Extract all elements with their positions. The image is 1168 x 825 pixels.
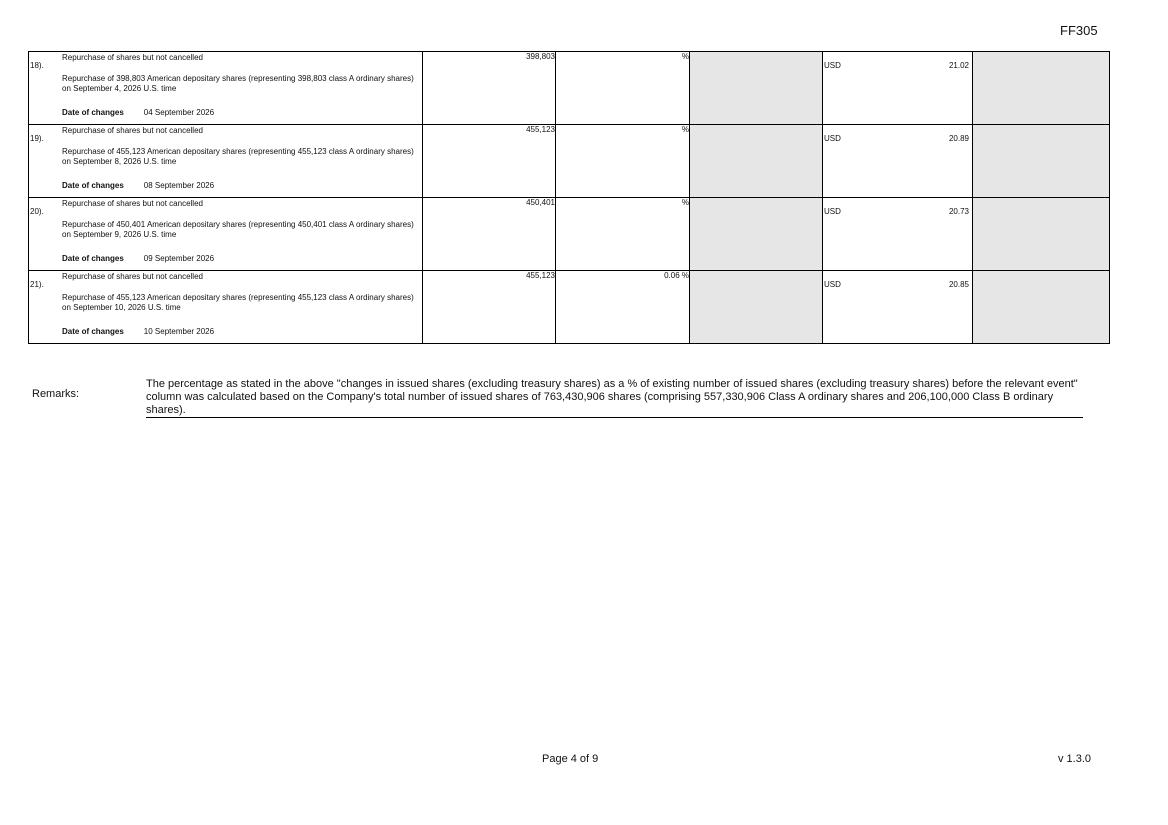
price-value: 20.73 [948, 207, 969, 216]
price-cell [823, 271, 973, 344]
event-description-cell [29, 271, 423, 344]
currency: USD [824, 280, 841, 289]
event-description-cell [29, 125, 423, 198]
event-description-cell [29, 52, 423, 125]
currency: USD [824, 207, 841, 216]
share-count: 398,803 [423, 52, 556, 125]
shaded-cell [973, 271, 1110, 344]
table-row [29, 52, 1110, 125]
table-row [29, 271, 1110, 344]
date-label: Date of changes [62, 254, 124, 263]
change-percent: 0.06 % [556, 271, 690, 344]
event-type: Repurchase of shares but not cancelled [62, 126, 203, 135]
currency: USD [824, 61, 841, 70]
date-line [62, 254, 214, 263]
table-row [29, 198, 1110, 271]
row-number: 18). [30, 61, 44, 70]
price-cell [823, 125, 973, 198]
event-description: Repurchase of 455,123 American depositary shares (representing 455,123 class A ordinary shares) on September 10, 2026 U.S. time [62, 293, 414, 312]
change-date: 10 September 2026 [143, 327, 215, 336]
event-type: Repurchase of shares but not cancelled [62, 272, 203, 281]
currency: USD [824, 134, 841, 143]
shaded-cell [690, 198, 823, 271]
shaded-cell [973, 52, 1110, 125]
shaded-cell [690, 125, 823, 198]
date-line [62, 181, 214, 190]
date-label: Date of changes [62, 327, 124, 336]
date-line [62, 108, 214, 117]
change-percent: % [556, 198, 690, 271]
page-number: Page 4 of 9 [542, 753, 599, 765]
remarks-text: The percentage as stated in the above "changes in issued shares (excluding treasury shares) as a % of existing number of issued shares (excluding treasury shares) before the relevant event" column was calculated based on the Company's total number of issued shares of 763,430,906 shares (comprising 557,330,906 Class A ordinary shares and 206,100,000 Class B ordinary shares). [146, 378, 1083, 418]
event-description: Repurchase of 455,123 American depositary shares (representing 455,123 class A ordinary shares) on September 8, 2026 U.S. time [62, 147, 414, 166]
change-percent: % [556, 125, 690, 198]
change-date: 09 September 2026 [143, 254, 215, 263]
event-description: Repurchase of 398,803 American depositary shares (representing 398,803 class A ordinary shares) on September 4, 2026 U.S. time [62, 74, 414, 93]
price-value: 20.89 [948, 134, 969, 143]
shaded-cell [973, 125, 1110, 198]
share-count: 455,123 [423, 125, 556, 198]
row-number: 19). [30, 134, 44, 143]
remarks-label: Remarks: [32, 388, 80, 400]
row-number: 20). [30, 207, 44, 216]
date-label: Date of changes [62, 108, 124, 117]
share-count: 455,123 [423, 271, 556, 344]
change-percent: % [556, 52, 690, 125]
date-line [62, 327, 214, 336]
form-code: FF305 [1060, 23, 1098, 38]
date-label: Date of changes [62, 181, 124, 190]
table-row [29, 125, 1110, 198]
price-value: 20.85 [948, 280, 969, 289]
event-description: Repurchase of 450,401 American depositary shares (representing 450,401 class A ordinary shares) on September 9, 2026 U.S. time [62, 220, 414, 239]
shaded-cell [690, 271, 823, 344]
change-date: 04 September 2026 [143, 108, 215, 117]
shaded-cell [690, 52, 823, 125]
price-value: 21.02 [948, 61, 969, 70]
share-count: 450,401 [423, 198, 556, 271]
version-label: v 1.3.0 [1058, 753, 1092, 765]
event-type: Repurchase of shares but not cancelled [62, 199, 203, 208]
event-description-cell [29, 198, 423, 271]
price-cell [823, 52, 973, 125]
event-type: Repurchase of shares but not cancelled [62, 53, 203, 62]
row-number: 21). [30, 280, 44, 289]
shaded-cell [973, 198, 1110, 271]
change-date: 08 September 2026 [143, 181, 215, 190]
share-changes-table [28, 51, 1110, 344]
price-cell [823, 198, 973, 271]
